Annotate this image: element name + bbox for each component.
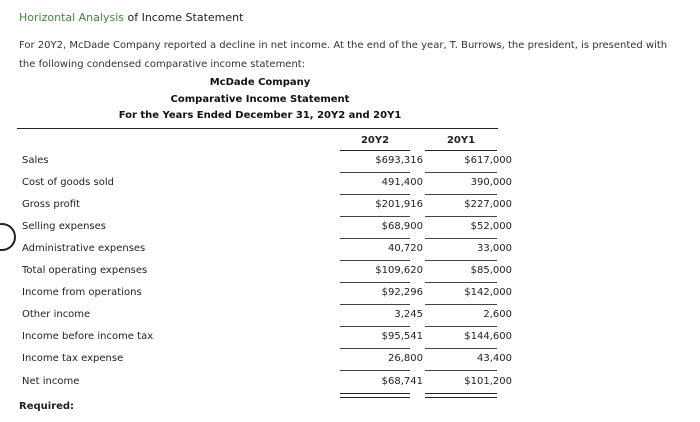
column-header-20y1: 20Y1 [446, 135, 476, 146]
row-value-20y2: $201,916 [375, 199, 423, 210]
breadcrumb [19, 11, 243, 24]
row-label: Total operating expenses [22, 265, 148, 276]
row-value-20y2: $92,296 [381, 287, 423, 298]
table-row [17, 261, 512, 283]
radio-circle-icon[interactable] [0, 223, 16, 251]
row-value-20y1: 43,400 [477, 353, 512, 364]
row-label: Gross profit [22, 199, 80, 210]
row-value-20y2: $693,316 [375, 155, 423, 166]
table-row [17, 283, 512, 305]
table-row [17, 372, 512, 394]
row-value-20y1: $227,000 [464, 199, 512, 210]
cell-rule [340, 370, 410, 371]
row-value-20y1: $144,600 [464, 331, 512, 342]
row-label: Net income [22, 376, 80, 387]
row-value-20y2: 491,400 [381, 177, 423, 188]
table-top-rule [17, 128, 498, 129]
table-row [17, 239, 512, 261]
double-rule [340, 393, 410, 398]
row-value-20y1: 33,000 [477, 243, 512, 254]
table-row [17, 173, 512, 195]
row-value-20y1: $617,000 [464, 155, 512, 166]
row-label: Income before income tax [22, 331, 154, 342]
row-label: Administrative expenses [22, 243, 146, 254]
row-value-20y2: $68,900 [381, 221, 423, 232]
statement-period: For the Years Ended December 31, 20Y2 and 20Y1 [118, 110, 402, 121]
double-rule [425, 393, 497, 398]
row-value-20y1: $52,000 [470, 221, 512, 232]
table-row [17, 349, 512, 371]
row-value-20y1: $101,200 [464, 376, 512, 387]
row-label: Cost of goods sold [22, 177, 115, 188]
row-value-20y2: 26,800 [388, 353, 423, 364]
required-heading: Required: [19, 401, 75, 412]
row-value-20y2: $109,620 [375, 265, 423, 276]
row-value-20y2: 3,245 [394, 309, 423, 320]
column-header-20y2: 20Y2 [360, 135, 390, 146]
breadcrumb-link[interactable]: Horizontal Analysis [19, 11, 124, 24]
table-row [17, 305, 512, 327]
row-label: Income tax expense [22, 353, 124, 364]
table-row [17, 151, 512, 173]
row-value-20y2: $68,741 [381, 376, 423, 387]
cell-rule [425, 370, 497, 371]
row-label: Selling expenses [22, 221, 107, 232]
row-value-20y2: $95,541 [381, 331, 423, 342]
row-value-20y1: 2,600 [483, 309, 512, 320]
row-value-20y2: 40,720 [388, 243, 423, 254]
row-label: Sales [22, 155, 49, 166]
table-row [17, 217, 512, 239]
intro-paragraph: For 20Y2, McDade Company reported a decline in net income. At the end of the year, T. Burrows, the president, is presented with the following condensed comparative income statement: [19, 40, 668, 70]
company-name: McDade Company [209, 77, 311, 88]
table-row [17, 327, 512, 349]
breadcrumb-rest: of Income Statement [123, 11, 244, 24]
row-value-20y1: $142,000 [464, 287, 512, 298]
row-value-20y1: 390,000 [470, 177, 512, 188]
row-label: Income from operations [22, 287, 142, 298]
row-value-20y1: $85,000 [470, 265, 512, 276]
statement-title: Comparative Income Statement [170, 94, 350, 105]
table-row [17, 195, 512, 217]
row-label: Other income [22, 309, 91, 320]
